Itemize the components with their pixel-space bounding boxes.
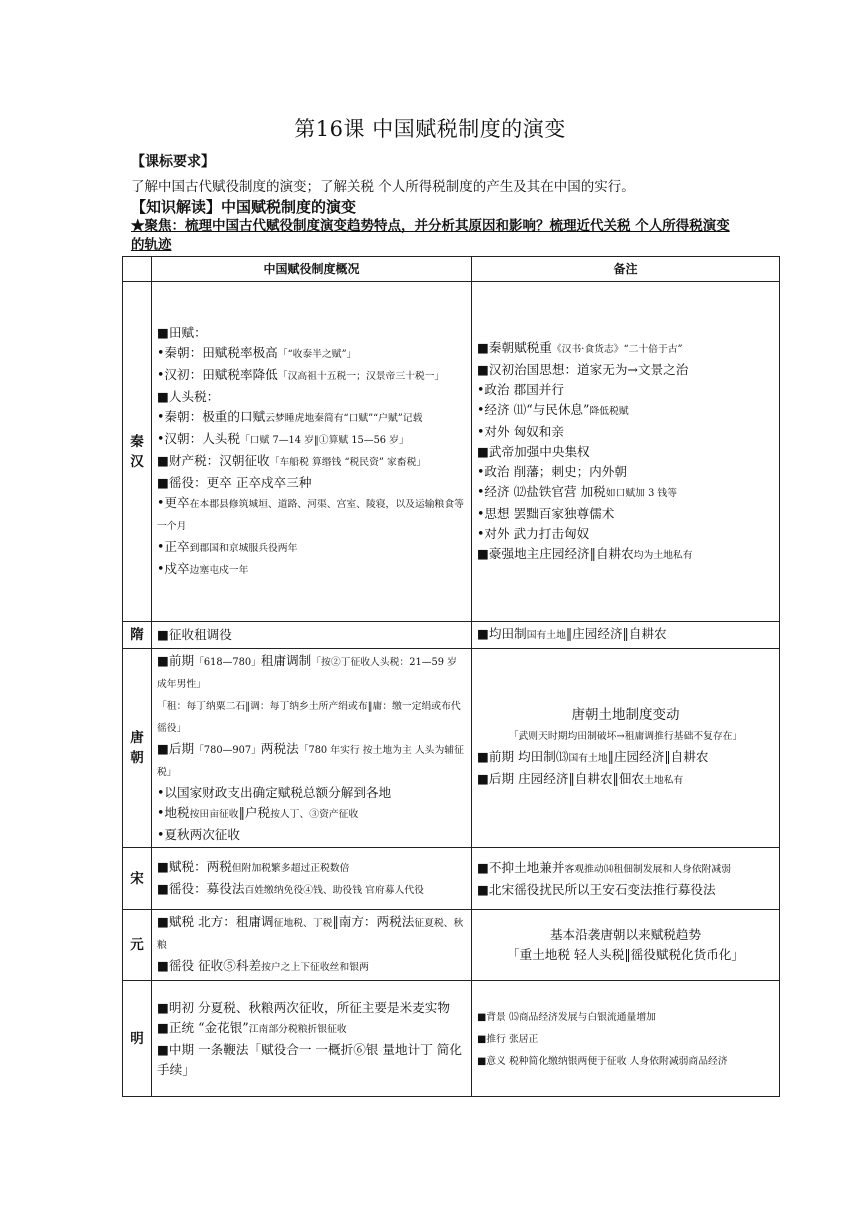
heading-standard: 【课标要求】 [131, 154, 215, 170]
line-main-text: ■不抑土地兼并 [477, 859, 565, 875]
line-note-text: 边塞屯戍一年 [189, 564, 249, 576]
list-item [477, 524, 774, 544]
line-note-text: ■意义 税种简化缴纳银两便于征收 人身依附减弱商品经济 [477, 1055, 728, 1067]
focus-text: ★聚焦：梳理中国古代赋役制度演变趋势特点，并分析其原因和影响？梳理近代关税 个人所得税演变的轨迹 [131, 218, 730, 253]
dynasty-label: 隋 [130, 627, 144, 643]
line-main-text: •汉朝：人头税 [157, 430, 240, 446]
line-main-text: •地税 [157, 805, 190, 820]
list-item [477, 462, 774, 482]
table-row [123, 981, 780, 1097]
list-item [157, 879, 466, 901]
line-note-text: ■背景 ⒂商品经济发展与白银流通量增加 [477, 1011, 656, 1023]
line-main-text: ■徭役 征收⑤科差 [157, 958, 262, 973]
overview-cell [152, 622, 472, 649]
list-item [157, 387, 466, 407]
line-note-text: 均为土地私有 [633, 549, 693, 561]
line-main-text: •更卒 [157, 494, 190, 510]
list-item [477, 747, 774, 769]
line-main-text: 「重土地税 轻人头税‖徭役赋税化货币化」 [507, 947, 744, 962]
notes-cell [472, 910, 780, 981]
line-main-text: •经济 ⑿盐铁官营 加税 [477, 483, 606, 499]
table-header-row [123, 257, 780, 282]
notes-cell [472, 649, 780, 848]
table-row [123, 910, 780, 981]
line-main-text-2: ‖庄园经济‖自耕农 [565, 626, 667, 641]
line-note-text: 征地税、丁税 [273, 918, 333, 929]
list-item [477, 482, 774, 504]
dynasty-cell [123, 848, 152, 910]
dynasty-label: 宋 [130, 870, 144, 887]
list-item [477, 1006, 774, 1028]
notes-cell [472, 282, 780, 622]
overview-cell [152, 981, 472, 1097]
dynasty-label: 元 [130, 937, 144, 953]
list-item [157, 825, 466, 845]
notes-cell [472, 848, 780, 910]
dynasty-cell [123, 910, 152, 981]
list-item [157, 559, 466, 581]
line-main-text: •政治 削藩；刺史；内外朝 [477, 463, 627, 479]
list-item [477, 400, 774, 422]
line-note-text: 客观推动⒁租佃制发展和人身依附减弱 [564, 863, 732, 875]
line-main-text: •对外 匈奴和亲 [477, 423, 564, 439]
list-item [477, 360, 774, 380]
line-main-text: •对外 武力打击匈奴 [477, 525, 590, 541]
overview-cell [152, 282, 472, 622]
line-note-text: 《汉书·食货志》“二十倍于古” [551, 343, 683, 355]
line-main-text: 基本沿袭唐朝以来赋税趋势 [549, 927, 702, 942]
list-item [477, 338, 774, 360]
table-row [123, 282, 780, 622]
line-main-text: ■人头税： [157, 388, 220, 404]
standard-text: 了解中国古代赋役制度的演变；了解关税 个人所得税制度的产生及其在中国的实行。 [131, 179, 635, 195]
line-note-text: 按户之上下征收丝和银两 [261, 962, 369, 973]
line-main-text: •思想 罢黜百家独尊儒术 [477, 505, 615, 521]
line-note-text-2: 「按②丁征收人头税：21—59 岁成年男性」 [157, 657, 457, 690]
list-item [477, 769, 774, 791]
line-note-text: 国有土地 [526, 630, 566, 641]
line-main-text: •秦朝：田赋税率极高 [157, 344, 278, 360]
dynasty-cell [123, 649, 152, 848]
line-main-text: ■后期 庄园经济‖自耕农‖佃农 [477, 771, 645, 786]
line-note-text: 如口赋加 3 钱等 [605, 487, 678, 499]
list-item [157, 956, 466, 978]
list-item [157, 695, 466, 739]
list-item [157, 365, 466, 387]
list-item [477, 544, 774, 566]
table-row [123, 848, 780, 910]
header-dynasty [123, 257, 152, 282]
line-main-text: ■赋税 北方：租庸调 [157, 914, 274, 929]
line-note-text: 降低税赋 [589, 405, 629, 417]
line-main-text: ■前期 均田制⒀ [477, 749, 569, 764]
line-main-text: •经济 ⑾“与民休息” [477, 401, 590, 417]
header-overview: 中国赋役制度概况 [152, 257, 472, 282]
list-item [157, 803, 466, 825]
line-main-text-2: ‖户税 [238, 805, 271, 820]
line-note-text: 「618—780」 [194, 657, 261, 668]
list-item [157, 429, 466, 451]
dynasty-cell [123, 282, 152, 622]
line-note-text: 「口赋 7—14 岁‖①算赋 15—56 岁」 [240, 434, 409, 446]
list-item [477, 624, 774, 646]
table-row [123, 649, 780, 848]
header-notes: 备注 [472, 257, 780, 282]
line-main-text: •以国家财政支出确定赋税总额分解到各地 [157, 785, 392, 800]
line-main-text: •政治 郡国并行 [477, 381, 564, 397]
dynasty-cell [123, 622, 152, 649]
line-note-text: 在本郡县修筑城垣、道路、河渠、宫室、陵寝，以及运输粮食等一个月 [157, 498, 464, 532]
dynasty-cell [123, 981, 152, 1097]
page-title: 第16课 中国赋税制度的演变 [294, 117, 566, 141]
notes-cell [472, 981, 780, 1097]
dynasty-label: 唐朝 [130, 730, 144, 766]
list-item [157, 998, 466, 1018]
line-main-text-2: 两税法 [260, 741, 299, 756]
overview-cell [152, 910, 472, 981]
list-item [157, 651, 466, 695]
dynasty-label: 秦汉 [130, 433, 144, 470]
line-note-text-2: 「780 年实行 按土地为主 人头为辅征税」 [157, 745, 464, 778]
tax-system-table [122, 256, 780, 1097]
line-main-text: 唐朝土地制度变动 [571, 707, 680, 723]
line-note-text: ■推行 张居正 [477, 1033, 539, 1045]
list-item [477, 380, 774, 400]
list-item [477, 858, 774, 880]
list-item [157, 857, 466, 879]
line-note-text: 「汉高祖十五税一；汉景帝三十税一」 [277, 370, 445, 382]
line-note-text: 到郡国和京城服兵役两年 [189, 542, 298, 554]
line-main-text: ■徭役：募役法 [157, 880, 245, 896]
list-item [157, 407, 466, 429]
line-main-text: •秦朝：极重的口赋 [157, 408, 266, 424]
list-item [157, 537, 466, 559]
line-main-text: ■赋税：两税 [157, 858, 232, 874]
line-main-text: ■秦朝赋税重 [477, 339, 552, 355]
line-note-text: 「租：每丁纳粟二石‖调：每丁纳乡土所产绢或布‖庸：缴一定绢或布代徭役」 [157, 701, 461, 734]
line-note-text: 按田亩征收 [189, 809, 239, 820]
notes-cell [472, 622, 780, 649]
line-main-text: ■徭役：更卒 正卒戍卒三种 [157, 474, 312, 490]
line-main-text: ■武帝加强中央集权 [477, 443, 590, 459]
line-main-text: ■征收租调役 [157, 627, 232, 642]
list-item [477, 422, 774, 442]
line-main-text: •夏秋两次征收 [157, 827, 240, 842]
line-main-text: ■汉初治国思想：道家无为→文景之治 [477, 361, 689, 377]
table-row [123, 622, 780, 649]
list-item [477, 945, 774, 965]
list-item [477, 1028, 774, 1050]
list-item [477, 504, 774, 524]
line-main-text: ■明初 分夏税、秋粮两次征收，所征主要是米麦实物 [157, 999, 450, 1015]
dynasty-label: 明 [130, 1030, 144, 1047]
list-item [477, 925, 774, 945]
line-note-text: 江南部分税粮折银征收 [248, 1023, 347, 1035]
list-item [157, 473, 466, 493]
line-main-text: ■正统 “金花银” [157, 1019, 249, 1035]
line-main-text: ■北宋徭役扰民所以王安石变法推行募役法 [477, 881, 716, 897]
list-item [157, 1018, 466, 1040]
heading-knowledge: 【知识解读】中国赋税制度的演变 [131, 198, 357, 216]
line-main-text: ■财产税：汉朝征收 [157, 452, 270, 468]
list-item [157, 625, 466, 645]
list-item [157, 451, 466, 473]
line-main-text-2: ‖南方：两税法 [332, 914, 415, 929]
line-note-text: 云梦睡虎地秦简有“口赋”“户赋”记载 [265, 412, 423, 424]
line-main-text: •戍卒 [157, 560, 190, 576]
line-main-text: ■前期 [157, 653, 195, 668]
line-note-text: 百姓缴纳免役④钱、助役钱 官府募人代役 [244, 884, 424, 896]
line-main-text: ■中期 一条鞭法「赋役合一 一概折⑥银 量地计丁 简化手续」 [157, 1041, 462, 1077]
list-item [477, 880, 774, 900]
line-main-text: ■后期 [157, 741, 195, 756]
list-item [477, 725, 774, 747]
line-main-text: ■田赋： [157, 324, 207, 340]
overview-cell [152, 649, 472, 848]
list-item [157, 912, 466, 956]
line-note-text: 国有土地 [568, 753, 608, 764]
line-note-text: 但附加税繁多超过正税数倍 [231, 862, 350, 874]
line-note-text-2: 按人丁、③资产征收 [270, 809, 359, 820]
line-note-text: 「780—907」 [194, 745, 261, 756]
line-note-text: 「车船税 算缗钱 “税民资” 家畜税」 [269, 456, 427, 468]
line-note-text-2: 征夏税、秋粮 [157, 918, 464, 951]
list-item [157, 1040, 466, 1080]
line-main-text: •正卒 [157, 538, 190, 554]
list-item [157, 493, 466, 537]
list-item [157, 323, 466, 343]
list-item [157, 783, 466, 803]
line-main-text-2: ‖庄园经济‖自耕农 [607, 749, 709, 764]
overview-cell [152, 848, 472, 910]
line-note-text: 「“收泰半之赋”」 [277, 348, 357, 360]
list-item [477, 705, 774, 725]
list-item [477, 442, 774, 462]
line-note-text: 「武则天时期均田制破坏→租庸调推行基础不复存在」 [508, 731, 743, 742]
line-note-text: 土地私有 [644, 775, 684, 786]
list-item [157, 343, 466, 365]
list-item [157, 739, 466, 783]
line-main-text: •汉初：田赋税率降低 [157, 366, 278, 382]
line-main-text-2: 租庸调制 [260, 653, 312, 668]
list-item [477, 1050, 774, 1072]
line-main-text: ■豪强地主庄园经济‖自耕农 [477, 545, 634, 561]
line-main-text: ■均田制 [477, 626, 527, 641]
